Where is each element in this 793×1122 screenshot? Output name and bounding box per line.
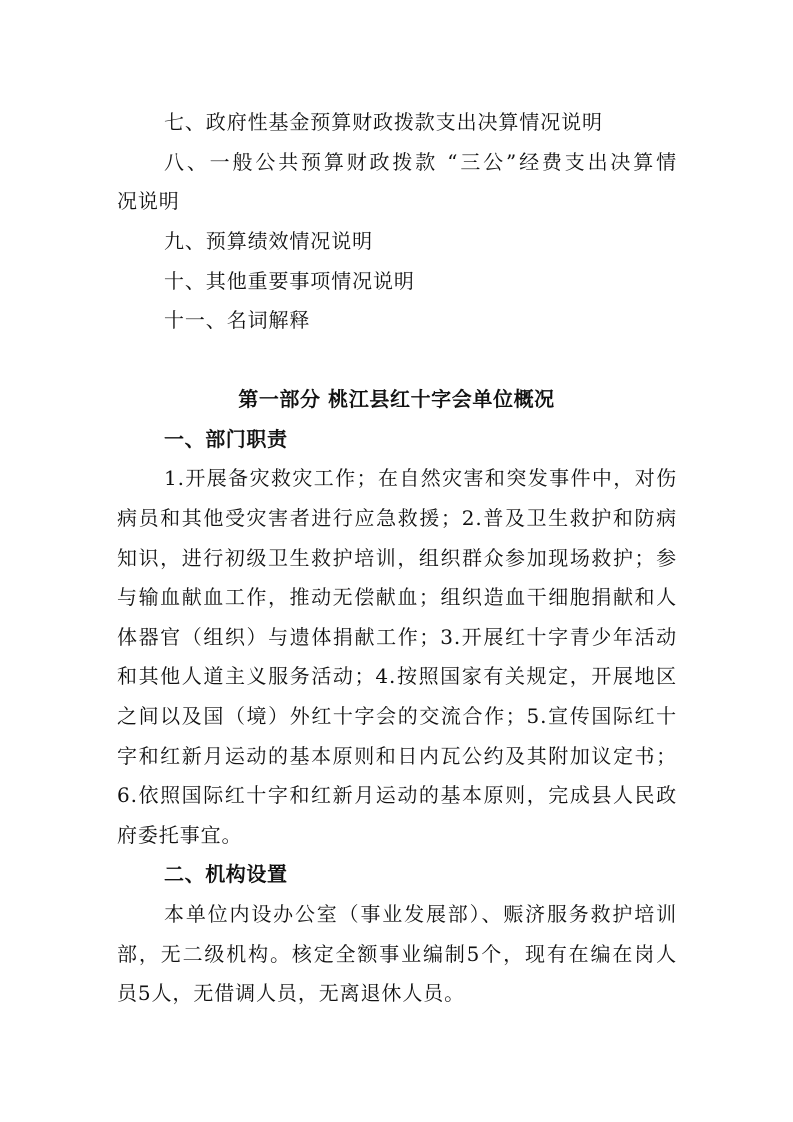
toc-item-11: 十一、名词解释 <box>164 308 311 332</box>
part-title: 第一部分 桃江县红十字会单位概况 <box>238 387 555 411</box>
section-heading-organization: 二、机构设置 <box>164 862 288 886</box>
duties-line: 6.依照国际红十字和红新月运动的基本原则，完成县人民政 <box>117 783 677 807</box>
duties-line: 与输血献血工作，推动无偿献血；组织造血干细胞捐献和人 <box>117 585 677 609</box>
toc-item-9: 九、预算绩效情况说明 <box>164 229 373 253</box>
toc-item-10: 十、其他重要事项情况说明 <box>164 269 415 293</box>
duties-line: 病员和其他受灾害者进行应急救援；2.普及卫生救护和防病 <box>117 506 677 530</box>
duties-line: 府委托事宜。 <box>117 823 243 847</box>
duties-line: 1.开展备灾救灾工作；在自然灾害和突发事件中，对伤 <box>164 466 677 490</box>
duties-line: 和其他人道主义服务活动；4.按照国家有关规定，开展地区 <box>117 664 677 688</box>
organization-line: 部，无二级机构。核定全额事业编制5个，现有在编在岗人 <box>117 942 677 966</box>
duties-line: 知识，进行初级卫生救护培训，组织群众参加现场救护；参 <box>117 546 677 570</box>
duties-line: 字和红新月运动的基本原则和日内瓦公约及其附加议定书； <box>117 744 677 768</box>
toc-item-8-line-1: 八、一般公共预算财政拨款 “三公”经费支出决算情 <box>164 150 677 174</box>
organization-line: 员5人，无借调人员，无离退休人员。 <box>117 981 466 1005</box>
toc-item-8-line-2: 况说明 <box>117 189 180 213</box>
duties-line: 体器官（组织）与遗体捐献工作；3.开展红十字青少年活动 <box>117 625 677 649</box>
section-heading-duties: 一、部门职责 <box>164 427 288 451</box>
duties-line: 之间以及国（境）外红十字会的交流合作；5.宣传国际红十 <box>117 704 677 728</box>
organization-line: 本单位内设办公室（事业发展部）、赈济服务救护培训 <box>164 902 677 926</box>
toc-item-7: 七、政府性基金预算财政拨款支出决算情况说明 <box>164 110 603 134</box>
